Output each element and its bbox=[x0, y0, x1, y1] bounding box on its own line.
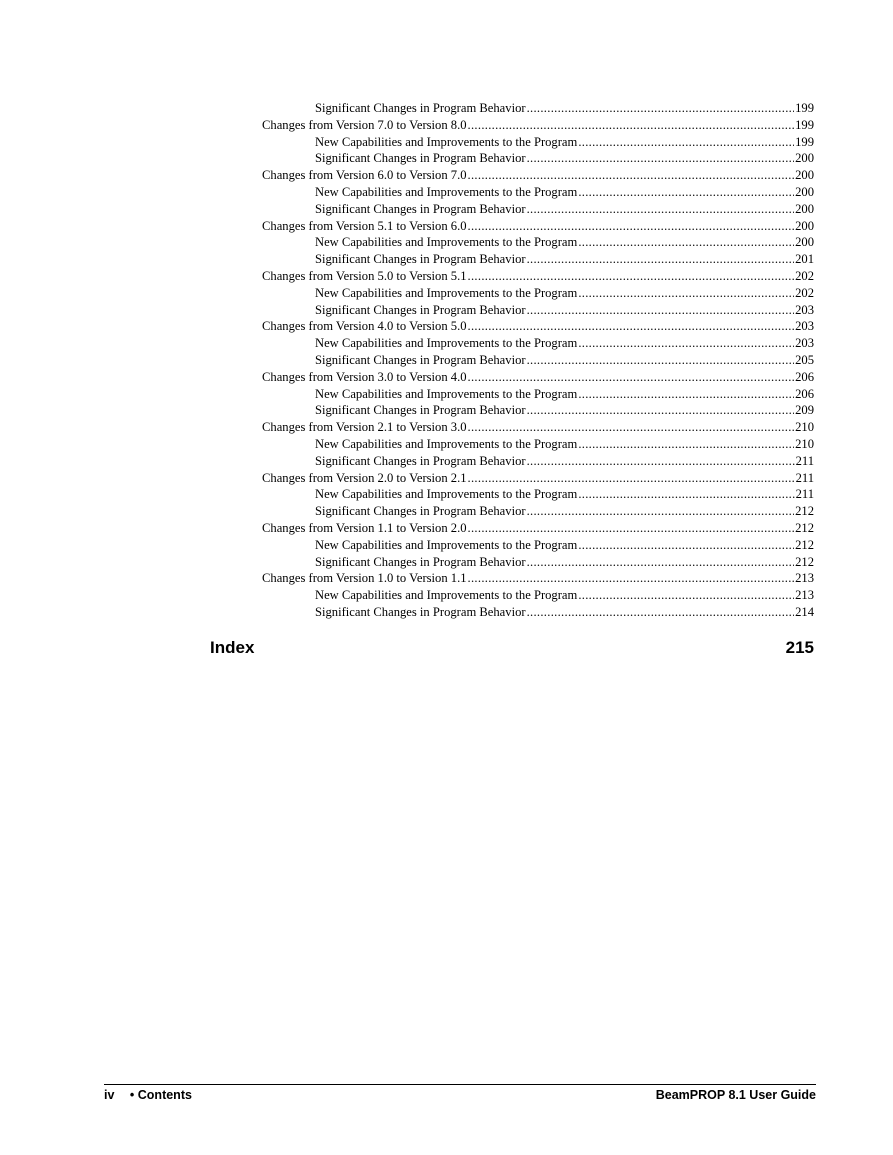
toc-entry-title: New Capabilities and Improvements to the Program bbox=[315, 386, 578, 401]
toc-entry-leader bbox=[468, 470, 795, 487]
toc-entry-page: 200 bbox=[795, 184, 814, 199]
toc-entry-leader bbox=[578, 386, 794, 403]
toc-entry-title: New Capabilities and Improvements to the Program bbox=[315, 184, 578, 199]
toc-entry-title: Significant Changes in Program Behavior bbox=[315, 554, 526, 569]
footer-left bbox=[104, 1088, 192, 1102]
toc-entry-page: 200 bbox=[795, 151, 814, 166]
toc-entry[interactable] bbox=[262, 554, 814, 571]
toc-entry-title: Changes from Version 1.1 to Version 2.0 bbox=[262, 520, 467, 535]
toc-entry[interactable] bbox=[262, 201, 814, 218]
toc-entry[interactable] bbox=[262, 318, 814, 335]
toc-entry-title: Changes from Version 2.1 to Version 3.0 bbox=[262, 420, 467, 435]
toc-entry-page: 199 bbox=[795, 134, 814, 149]
toc-entry-title: New Capabilities and Improvements to the Program bbox=[315, 588, 578, 603]
toc-entry-title: Significant Changes in Program Behavior bbox=[315, 101, 526, 115]
toc-entry-title: Significant Changes in Program Behavior bbox=[315, 352, 526, 367]
toc-entry[interactable] bbox=[262, 386, 814, 403]
toc-entry[interactable] bbox=[262, 167, 814, 184]
toc-entry-title: Significant Changes in Program Behavior bbox=[315, 453, 526, 468]
toc-entry-page: 200 bbox=[795, 168, 814, 183]
toc-entry[interactable] bbox=[262, 352, 814, 369]
toc-entry-leader bbox=[527, 201, 795, 218]
toc-entry-leader bbox=[578, 234, 794, 251]
toc-entry[interactable] bbox=[262, 268, 814, 285]
toc-entry-page: 203 bbox=[795, 302, 814, 317]
toc-entry-page: 212 bbox=[795, 537, 814, 552]
toc-entry[interactable] bbox=[262, 587, 814, 604]
toc-entry[interactable] bbox=[262, 470, 814, 487]
toc-entry-title: Significant Changes in Program Behavior bbox=[315, 604, 526, 619]
toc-entry[interactable] bbox=[262, 604, 814, 621]
toc-entry-title: Significant Changes in Program Behavior bbox=[315, 302, 526, 317]
toc-entry[interactable] bbox=[262, 218, 814, 235]
toc-entry-title: Changes from Version 2.0 to Version 2.1 bbox=[262, 470, 467, 485]
toc-entry-title: New Capabilities and Improvements to the Program bbox=[315, 336, 578, 351]
toc-entry-title: Significant Changes in Program Behavior bbox=[315, 201, 526, 216]
toc-entry-title: New Capabilities and Improvements to the Program bbox=[315, 537, 578, 552]
toc-entry-page: 210 bbox=[795, 436, 814, 451]
toc-entry[interactable] bbox=[262, 419, 814, 436]
toc-entry-page: 200 bbox=[795, 218, 814, 233]
toc-entry-leader bbox=[578, 134, 794, 151]
toc-entry-page: 203 bbox=[795, 336, 814, 351]
toc-entry[interactable] bbox=[262, 251, 814, 268]
toc-entry-title: New Capabilities and Improvements to the Program bbox=[315, 134, 578, 149]
toc-entry-leader bbox=[578, 436, 794, 453]
toc-entry-page: 212 bbox=[795, 554, 814, 569]
toc-entry-page: 200 bbox=[795, 201, 814, 216]
toc-entry-leader bbox=[468, 268, 795, 285]
toc-entry-leader bbox=[468, 218, 795, 235]
toc-entry-title: New Capabilities and Improvements to the Program bbox=[315, 285, 578, 300]
toc-entry-page: 202 bbox=[795, 268, 814, 283]
toc-entry-leader bbox=[527, 150, 795, 167]
toc-entry[interactable] bbox=[262, 369, 814, 386]
toc-entry[interactable] bbox=[262, 335, 814, 352]
toc-entry[interactable] bbox=[262, 234, 814, 251]
toc-entry[interactable] bbox=[262, 503, 814, 520]
toc-entry-page: 210 bbox=[795, 420, 814, 435]
footer-book-title: BeamPROP 8.1 User Guide bbox=[655, 1088, 816, 1102]
toc-entry-leader bbox=[468, 318, 795, 335]
toc-entry-page: 199 bbox=[795, 117, 814, 132]
footer-page-number: iv bbox=[104, 1088, 115, 1102]
toc-entry-page: 211 bbox=[795, 487, 814, 502]
toc-entry-leader bbox=[468, 570, 795, 587]
toc-entry[interactable] bbox=[262, 570, 814, 587]
toc-entry-page: 212 bbox=[795, 520, 814, 535]
toc-entry-page: 201 bbox=[795, 252, 814, 267]
toc-entry-page: 213 bbox=[795, 588, 814, 603]
toc-entry[interactable] bbox=[262, 486, 814, 503]
toc-entry-leader bbox=[527, 503, 795, 520]
toc-entry-leader bbox=[527, 352, 795, 369]
toc-entry-title: New Capabilities and Improvements to the Program bbox=[315, 235, 578, 250]
toc-entry-title: Significant Changes in Program Behavior bbox=[315, 252, 526, 267]
toc-entry-leader bbox=[578, 587, 794, 604]
toc-entry-page: 206 bbox=[795, 386, 814, 401]
toc-entry[interactable] bbox=[262, 436, 814, 453]
toc-entry-leader bbox=[468, 369, 795, 386]
toc-entry-title: Changes from Version 5.0 to Version 5.1 bbox=[262, 268, 467, 283]
toc-entry[interactable] bbox=[262, 453, 814, 470]
toc-entry-page: 211 bbox=[795, 453, 814, 468]
toc-entry-page: 200 bbox=[795, 235, 814, 250]
toc-entry-page: 199 bbox=[795, 101, 814, 115]
toc-entry-page: 203 bbox=[795, 319, 814, 334]
toc-entry-page: 205 bbox=[795, 352, 814, 367]
toc-entry-page: 211 bbox=[795, 470, 814, 485]
footer-section: • Contents bbox=[129, 1088, 192, 1102]
toc-entry-page: 212 bbox=[795, 504, 814, 519]
toc-entry-title: Significant Changes in Program Behavior bbox=[315, 151, 526, 166]
toc-entry-leader bbox=[527, 604, 795, 621]
toc-entry[interactable] bbox=[262, 520, 814, 537]
toc-index-entry[interactable] bbox=[210, 638, 814, 658]
toc-entry-page: 206 bbox=[795, 369, 814, 384]
page-footer bbox=[104, 1084, 816, 1102]
toc-entry[interactable] bbox=[262, 150, 814, 167]
toc-entry-leader bbox=[527, 554, 795, 571]
toc-entry-title: Changes from Version 5.1 to Version 6.0 bbox=[262, 218, 467, 233]
index-page: 215 bbox=[785, 638, 814, 657]
toc-entry-leader bbox=[468, 167, 795, 184]
toc-entry-leader bbox=[578, 335, 794, 352]
toc-entry-title: Changes from Version 6.0 to Version 7.0 bbox=[262, 168, 467, 183]
toc-entry-title: Changes from Version 3.0 to Version 4.0 bbox=[262, 369, 467, 384]
toc-entry[interactable] bbox=[262, 184, 814, 201]
toc-entry[interactable] bbox=[262, 134, 814, 151]
toc-entry-leader bbox=[578, 285, 794, 302]
toc-entry-leader bbox=[527, 100, 795, 117]
toc-entry[interactable] bbox=[262, 117, 814, 134]
toc-entry[interactable] bbox=[262, 537, 814, 554]
toc-entry-page: 202 bbox=[795, 285, 814, 300]
toc-entry-leader bbox=[468, 520, 795, 537]
toc-entry-leader bbox=[578, 537, 794, 554]
index-title: Index bbox=[210, 638, 255, 657]
toc-entry-leader bbox=[527, 302, 795, 319]
toc-entry[interactable] bbox=[262, 285, 814, 302]
toc-entry-leader bbox=[527, 453, 795, 470]
toc-entry-title: Changes from Version 1.0 to Version 1.1 bbox=[262, 571, 467, 586]
table-of-contents bbox=[262, 100, 814, 621]
toc-entry-page: 213 bbox=[795, 571, 814, 586]
toc-entry-leader bbox=[527, 251, 795, 268]
toc-entry-leader bbox=[527, 402, 795, 419]
toc-entry-leader bbox=[578, 184, 794, 201]
toc-entry-title: Significant Changes in Program Behavior bbox=[315, 504, 526, 519]
toc-entry[interactable] bbox=[262, 100, 814, 117]
toc-entry-title: Changes from Version 4.0 to Version 5.0 bbox=[262, 319, 467, 334]
toc-entry[interactable] bbox=[262, 302, 814, 319]
toc-entry-leader bbox=[468, 117, 795, 134]
toc-entry-title: Changes from Version 7.0 to Version 8.0 bbox=[262, 117, 467, 132]
toc-entry-page: 209 bbox=[795, 403, 814, 418]
toc-entry-title: Significant Changes in Program Behavior bbox=[315, 403, 526, 418]
toc-entry-leader bbox=[578, 486, 794, 503]
toc-entry-title: New Capabilities and Improvements to the Program bbox=[315, 436, 578, 451]
toc-entry-title: New Capabilities and Improvements to the Program bbox=[315, 487, 578, 502]
toc-entry-leader bbox=[468, 419, 795, 436]
toc-entry[interactable] bbox=[262, 402, 814, 419]
toc-entry-page: 214 bbox=[795, 604, 814, 619]
